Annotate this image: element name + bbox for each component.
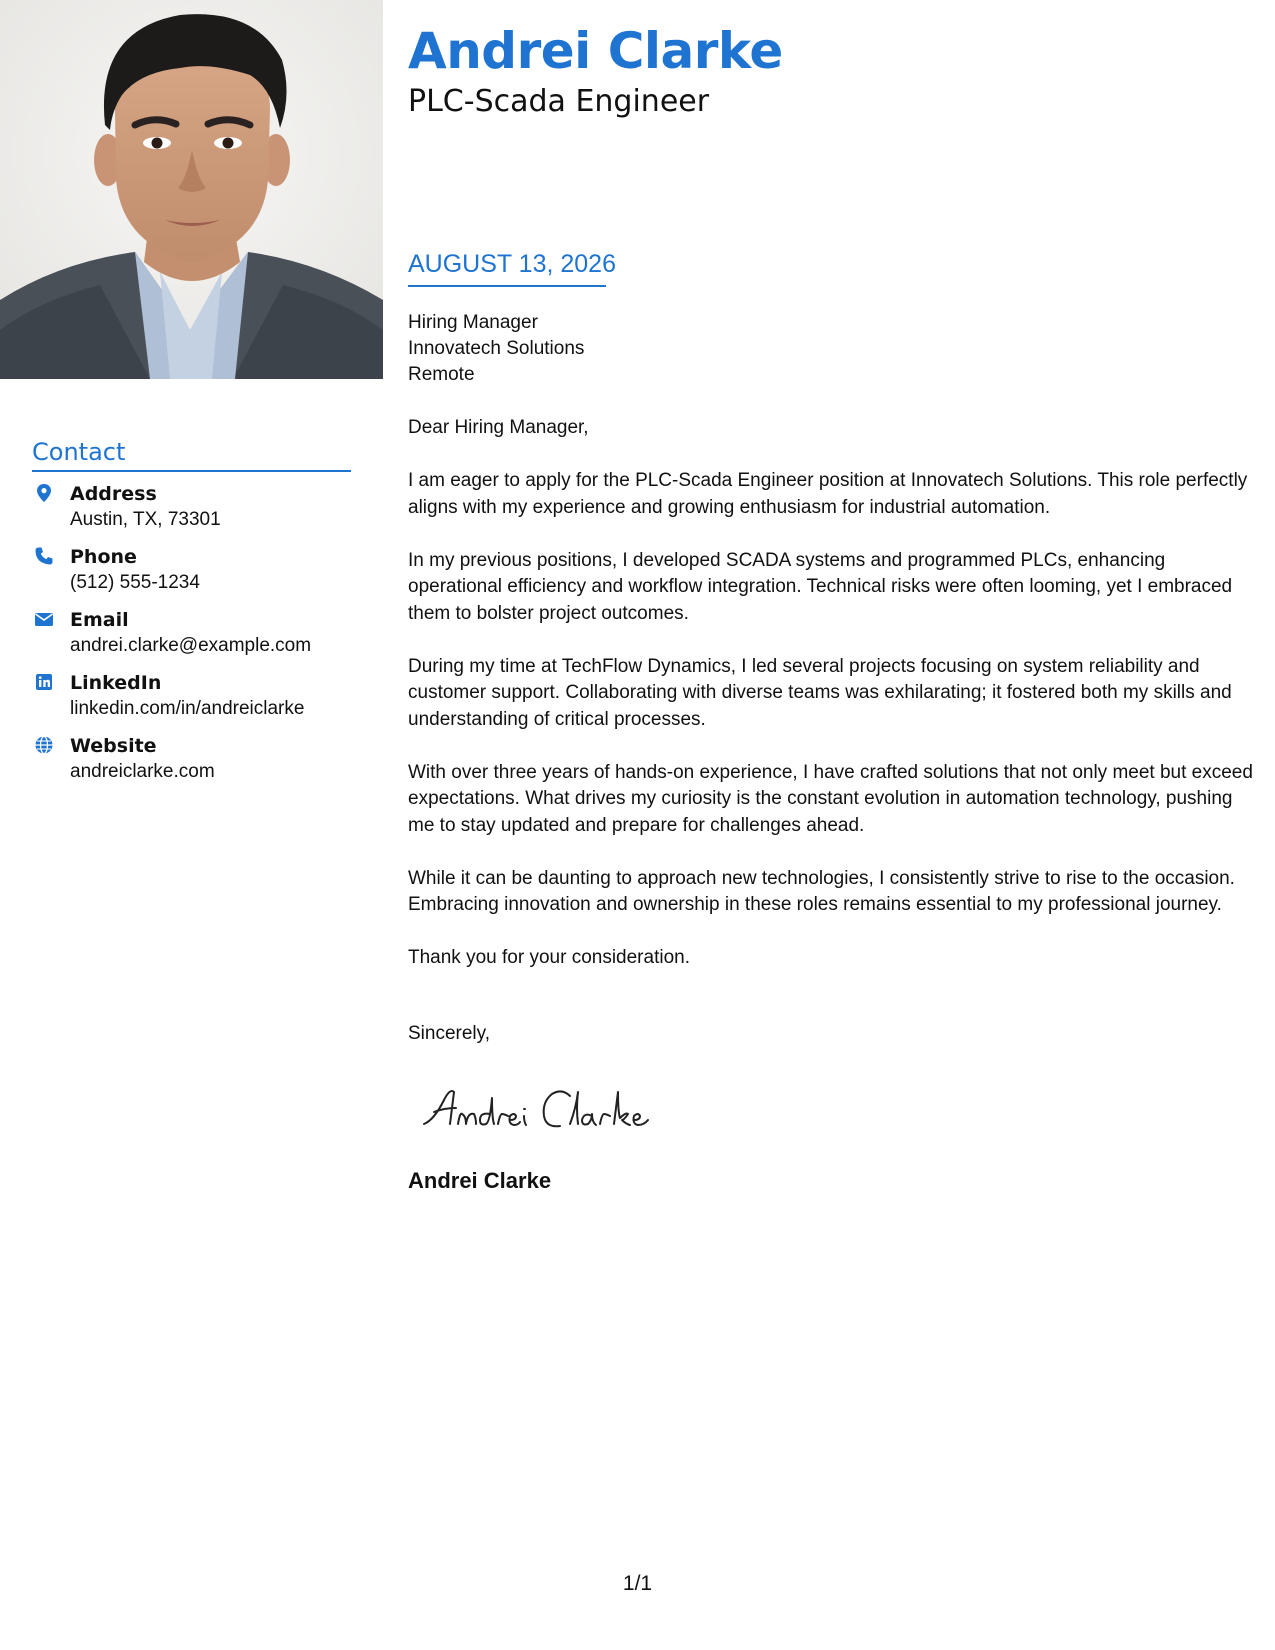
letter-paragraph: While it can be daunting to approach new technologies, I consistently strive to rise to the occasion. Embracing innovation and ownership in these roles remains essential to my professional journey.: [408, 867, 1235, 915]
contact-value-email[interactable]: andrei.clarke@example.com: [70, 635, 312, 656]
letter-paragraph: In my previous positions, I developed SCADA systems and programmed PLCs, enhancing operational efficiency and workflow integration. Technical risks were often looming, yet I embraced them to bolster project outcomes.: [408, 549, 1233, 624]
contact-value-address: Austin, TX, 73301: [70, 509, 221, 530]
linkedin-icon: [34, 672, 54, 692]
profile-photo: [0, 0, 383, 379]
contact-item-address: [32, 483, 362, 546]
contact-item-phone: [32, 546, 362, 609]
job-title: PLC-Scada Engineer: [408, 84, 710, 119]
letter-paragraph: During my time at TechFlow Dynamics, I led several projects focusing on system reliability and customer support. Collaborating with diverse teams was exhilarating; it fostered both my skills and understanding of critical processes.: [408, 655, 1232, 730]
recipient-block: [408, 310, 584, 388]
contact-item-email: [32, 609, 362, 672]
date-underline: [408, 285, 606, 287]
contact-value-website[interactable]: andreiclarke.com: [70, 761, 215, 782]
letter-body: [408, 415, 1253, 998]
closing: Sincerely,: [408, 1023, 491, 1044]
contact-heading: Contact: [32, 438, 126, 466]
contact-label-address: Address: [70, 483, 157, 505]
candidate-name: Andrei Clarke: [408, 22, 783, 80]
contact-label-website: Website: [70, 735, 157, 757]
contact-list: [32, 483, 362, 798]
envelope-icon: [34, 609, 54, 629]
contact-item-linkedin: [32, 672, 362, 735]
recipient-line: Innovatech Solutions: [408, 338, 585, 359]
contact-label-phone: Phone: [70, 546, 137, 568]
greeting: Dear Hiring Manager,: [408, 417, 589, 438]
contact-label-linkedin: LinkedIn: [70, 672, 162, 694]
globe-icon: [34, 735, 54, 755]
recipient-line: Remote: [408, 364, 475, 385]
contact-value-phone: (512) 555-1234: [70, 572, 200, 593]
contact-value-linkedin[interactable]: linkedin.com/in/andreiclarke: [70, 698, 305, 719]
phone-icon: [34, 546, 54, 566]
letter-paragraph: With over three years of hands-on experience, I have crafted solutions that not only meet but exceed expectations. What drives my curiosity is the constant evolution in automation technology, pushing me to stay updated and prepare for challenges ahead.: [408, 761, 1253, 836]
map-pin-icon: [34, 483, 54, 503]
contact-item-website: [32, 735, 362, 798]
contact-divider: [32, 470, 351, 472]
recipient-line: Hiring Manager: [408, 312, 538, 333]
letter-date: AUGUST 13, 2026: [408, 250, 616, 278]
letter-paragraph: I am eager to apply for the PLC-Scada Engineer position at Innovatech Solutions. This role perfectly aligns with my experience and growing enthusiasm for industrial automation.: [408, 470, 1248, 518]
handwritten-signature: [420, 1078, 660, 1138]
page-number: 1/1: [622, 1572, 653, 1595]
letter-paragraph: Thank you for your consideration.: [408, 947, 690, 968]
signer-name: Andrei Clarke: [408, 1168, 552, 1193]
contact-label-email: Email: [70, 609, 129, 631]
